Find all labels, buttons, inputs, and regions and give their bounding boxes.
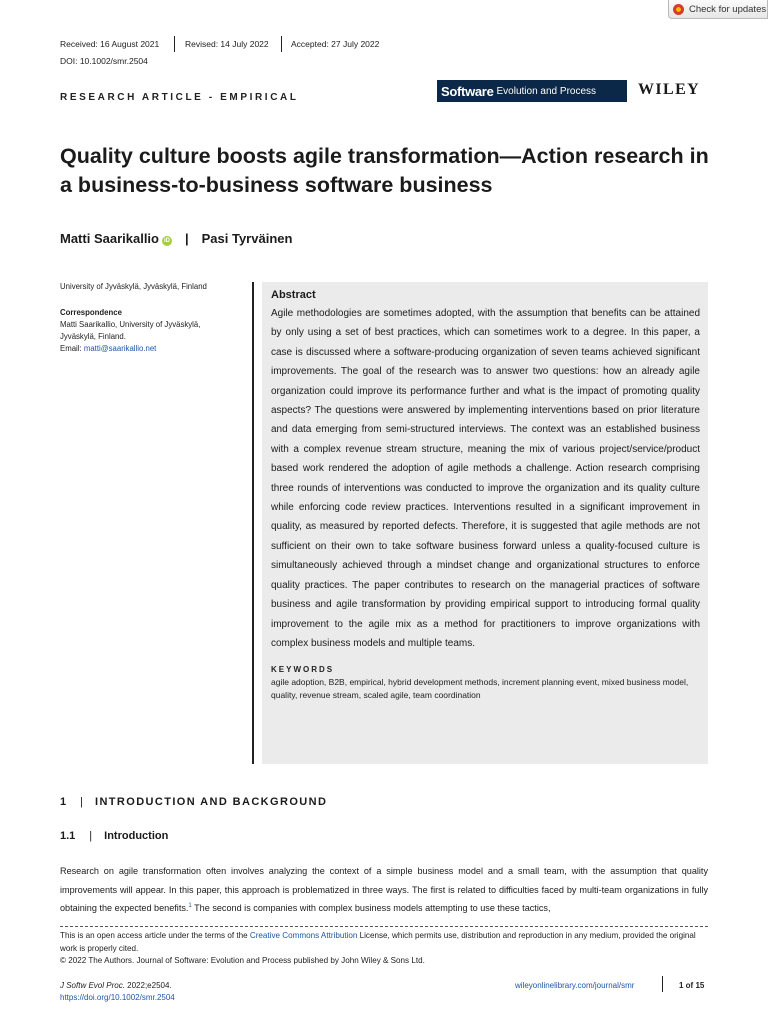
section-heading — [60, 796, 327, 808]
correspondence-heading: Correspondence — [60, 308, 122, 317]
header-divider — [281, 36, 282, 52]
keywords-heading: KEYWORDS — [271, 665, 335, 675]
copyright-line: © 2022 The Authors. Journal of Software: Evolution and Process published by John Wiley & Sons Ltd. — [60, 956, 425, 966]
correspondence-line: Jyväskylä, Finland. — [60, 332, 126, 341]
paper-title: Quality culture boosts agile transformation—Action research in a business-to-business software business — [60, 144, 709, 197]
correspondence-block — [60, 307, 240, 355]
intro-text: The second is companies with complex business models attempting to use these tactics, — [191, 903, 551, 913]
footer-journal: J Softw Evol Proc. — [60, 981, 125, 990]
crossmark-icon — [673, 4, 684, 15]
email-link[interactable]: matti@saarikallio.net — [83, 344, 157, 353]
license-text: This is an open access article under the terms of the — [60, 931, 250, 940]
section-title: INTRODUCTION AND BACKGROUND — [94, 796, 328, 808]
subsection-title: Introduction — [104, 830, 169, 842]
check-for-updates-label: Check for updates — [689, 3, 767, 15]
column-divider — [252, 282, 254, 764]
author-name[interactable]: Matti Saarikallio — [60, 231, 159, 246]
license-notice — [60, 930, 708, 968]
check-for-updates-button[interactable] — [668, 0, 768, 19]
correspondence-email-line — [60, 343, 240, 355]
keywords-text: agile adoption, B2B, empirical, hybrid development methods, increment planning event, mixed business model, quality, revenue stream, scaled agile, team coordination — [271, 677, 689, 701]
footer-divider — [662, 976, 663, 992]
affiliation: University of Jyväskylä, Jyväskylä, Finland — [60, 282, 207, 291]
subsection-separator: | — [89, 830, 93, 842]
author-separator: | — [184, 231, 189, 246]
accepted-date: Accepted: 27 July 2022 — [291, 39, 380, 49]
subsection-heading — [60, 830, 168, 842]
header-divider — [174, 36, 175, 52]
footnote-divider — [60, 926, 708, 927]
footer-citation — [60, 981, 172, 990]
orcid-icon[interactable]: iD — [163, 238, 170, 244]
creative-commons-link[interactable]: Creative Commons Attribution — [249, 931, 358, 940]
intro-text: Research on agile transformation often involves analyzing the context of a simple business model and a small team, with the assumption that quality improvements will appear. In this paper, this approach is problematized in three ways. The first is related to difficulties faced by multi-team organizations in fully obtaining the expected benefits. — [60, 866, 708, 913]
reference-link[interactable]: 1 — [188, 902, 192, 909]
license-line — [60, 930, 708, 955]
abstract-box — [262, 282, 708, 764]
abstract-heading: Abstract — [271, 289, 316, 301]
section-number: 1 — [60, 796, 67, 808]
footer-site-link[interactable]: wileyonlinelibrary.com/journal/smr — [515, 981, 635, 990]
correspondence-line: Matti Saarikallio, University of Jyväskylä, — [60, 320, 201, 329]
doi-text: DOI: 10.1002/smr.2504 — [60, 56, 148, 66]
page-number: 1 of 15 — [679, 981, 705, 990]
footer-doi-link[interactable]: https://doi.org/10.1002/smr.2504 — [60, 993, 175, 1002]
journal-logo-main: Software — [441, 83, 494, 99]
intro-paragraph — [60, 862, 708, 918]
publisher-logo: WILEY — [638, 81, 701, 98]
author-name[interactable]: Pasi Tyrväinen — [201, 231, 293, 246]
revised-date: Revised: 14 July 2022 — [185, 39, 269, 49]
footer-volume: 2022;e2504. — [124, 981, 172, 990]
article-type: RESEARCH ARTICLE - EMPIRICAL — [60, 92, 299, 103]
journal-logo-sub: Evolution and Process — [496, 85, 597, 97]
journal-logo[interactable] — [437, 80, 627, 102]
license-text: License, which permits use, distribution and reproduction in any medium, provided the original work is properly cited. — [60, 931, 696, 953]
subsection-number: 1.1 — [60, 830, 76, 842]
section-separator: | — [80, 796, 83, 808]
author-list — [60, 231, 292, 246]
received-date: Received: 16 August 2021 — [60, 39, 160, 49]
abstract-text: Agile methodologies are sometimes adopted, with the assumption that benefits can be attained by only using a set of best practices, which can sometimes work to a degree. In this paper, a case is discussed where a software-producing organization of seven teams achieved significant improvements. The goal of the research was to answer two questions: how an already agile organization could improve its performance further and what is the impact of promoting quality aspects? The questions were answered by implementing interventions based on prior literature and data emerging from semi-structured interviews. The context was an established business with a complex revenue stream structure, meaning the mix of various project/service/product based work rendered the adoption of agile methods a challenge. Action research comprising three rounds of interventions was conducted to improve the organization and its quality culture while enforcing code review practices. Interventions resulted in a significant improvement in quality, as measured by reported defects. Therefore, it is suggested that agile methods are not sufficient on their own to take software business forward unless a quality-focused culture is simultaneously achieved through a mindset change and organizational structures to enforce quality practices. The paper contributes to research on the managerial practices of software business and agile transformation by providing empirical support to introducing formal quality improvement to the agile mix as a method for practitioners to improve organizations with complex business models and multiple teams. — [271, 308, 700, 649]
email-label: Email: — [60, 344, 84, 353]
